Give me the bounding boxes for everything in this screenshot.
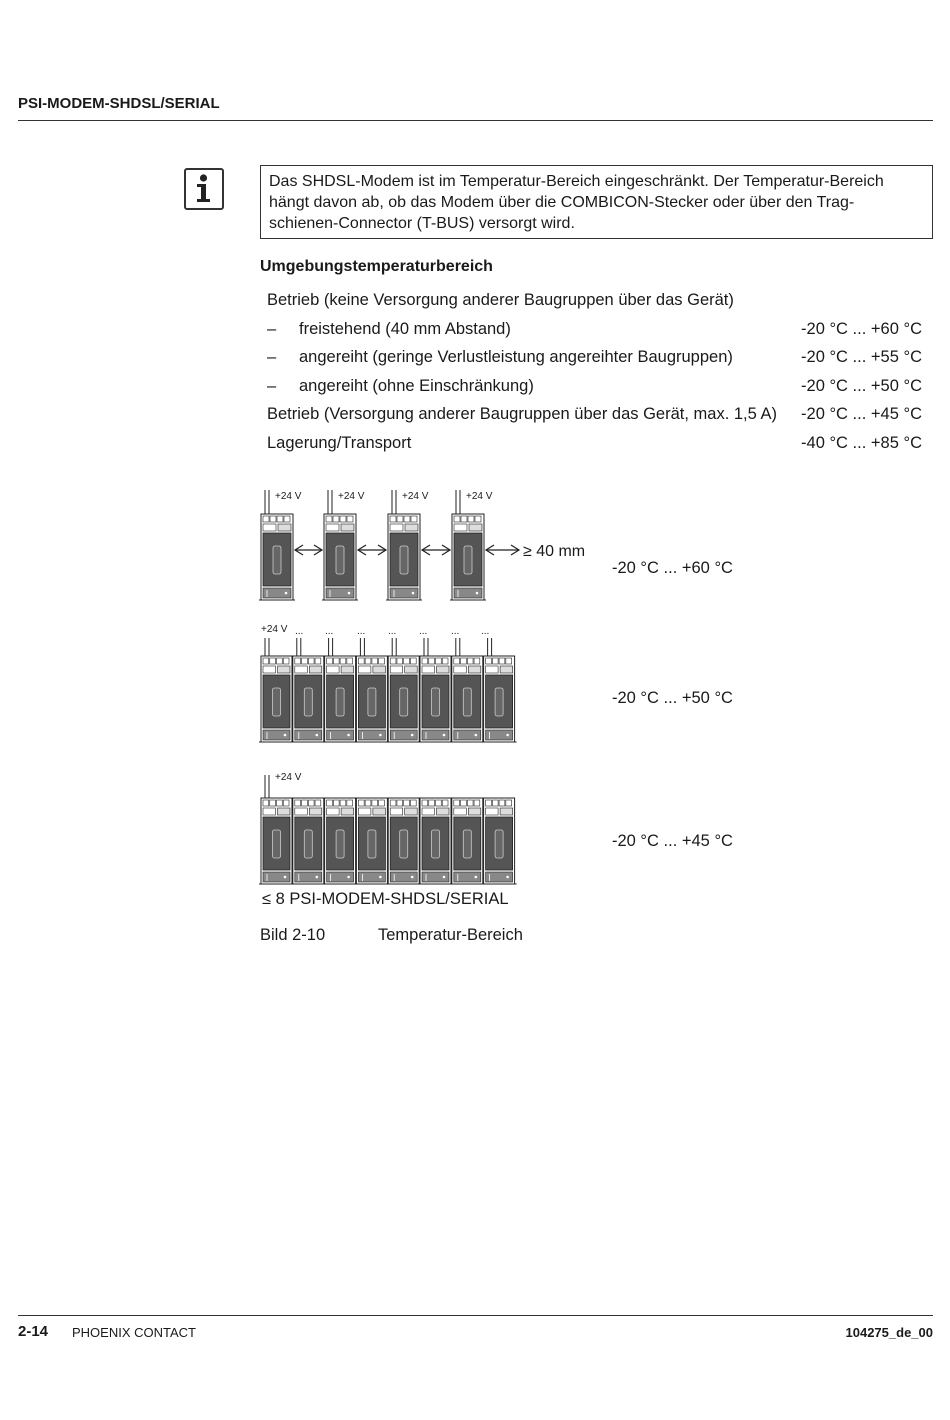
list-dash: – [267,320,277,338]
temp-freestanding-label: -20 °C ... +60 °C [612,559,733,577]
voltage-label: +24 V [338,491,365,502]
temp-row-value: -20 °C ... +45 °C [801,405,922,423]
temp-row-value: -20 °C ... +50 °C [801,377,922,395]
company-name: PHOENIX CONTACT [72,1325,196,1340]
modem-module [450,656,485,742]
modem-module [323,656,358,742]
mounting-diagram [255,480,600,890]
modem-module [323,798,358,884]
section-title: Umgebungstemperaturbereich [260,258,493,275]
temp-row-value: -40 °C ... +85 °C [801,434,922,452]
continuation-dots: ... [295,626,304,637]
voltage-label: +24 V [275,772,302,783]
temp-row [267,405,922,427]
note-line: schienen-Connector (T-BUS) versorgt wird. [269,215,575,232]
modem-module [291,798,326,884]
device-count-note: ≤ 8 PSI-MODEM-SHDSL/SERIAL [262,890,509,908]
modem-module [450,798,485,884]
temp-row [267,348,922,370]
modem-module [322,514,358,600]
voltage-label: +24 V [275,491,302,502]
page-header-title: PSI-MODEM-SHDSL/SERIAL [18,95,220,112]
footer-divider [18,1315,933,1316]
spacing-arrow [422,545,450,555]
continuation-dots: ... [388,626,397,637]
temp-row [267,377,922,399]
modem-module [259,656,294,742]
temp-row-value: -20 °C ... +60 °C [801,320,922,338]
modem-module [418,798,453,884]
voltage-label: +24 V [466,491,493,502]
spacing-label: ≥ 40 mm [523,543,586,560]
modem-module [259,798,294,884]
temp-row-label: Betrieb (keine Versorgung anderer Baugruppen über das Gerät) [267,291,734,309]
modem-module [386,656,421,742]
modem-module [354,798,389,884]
list-dash: – [267,377,277,395]
temp-row-label: angereiht (ohne Einschränkung) [299,377,534,395]
temp-row-label: Betrieb (Versorgung anderer Baugruppen über das Gerät, max. 1,5 A) [267,405,777,423]
modem-module [386,798,421,884]
temp-tbus-label: -20 °C ... +45 °C [612,832,733,850]
document-number: 104275_de_00 [845,1325,933,1340]
voltage-label: +24 V [261,624,288,635]
modem-module [291,656,326,742]
temp-row [267,434,922,456]
voltage-label: +24 V [402,491,429,502]
continuation-dots: ... [419,626,428,637]
spacing-arrow [486,545,519,555]
temp-row-label: Lagerung/Transport [267,434,412,452]
list-dash: – [267,348,277,366]
continuation-dots: ... [357,626,366,637]
continuation-dots: ... [325,626,334,637]
modem-module [482,798,517,884]
temp-row [267,320,922,342]
note-line: hängt davon ab, ob das Modem über die COMBICON-Stecker oder über den Trag- [269,194,855,211]
figure-caption: Temperatur-Bereich [378,926,523,944]
modem-module [386,514,422,600]
temp-row [267,291,922,313]
info-note [260,165,933,239]
spacing-arrow [358,545,386,555]
modem-module [354,656,389,742]
temp-row-value: -20 °C ... +55 °C [801,348,922,366]
modem-module [259,514,295,600]
continuation-dots: ... [451,626,460,637]
page-number: 2-14 [18,1323,49,1340]
temp-rowed-label: -20 °C ... +50 °C [612,689,733,707]
temp-row-label: angereiht (geringe Verlustleistung angereihter Baugruppen) [299,348,733,366]
continuation-dots: ... [481,626,490,637]
temp-row-label: freistehend (40 mm Abstand) [299,320,511,338]
modem-module [450,514,486,600]
figure-number: Bild 2-10 [260,926,326,944]
spacing-arrow [295,545,322,555]
info-icon [184,168,224,210]
note-line: Das SHDSL-Modem ist im Temperatur-Bereich eingeschränkt. Der Temperatur-Bereich [269,173,884,190]
header-divider [18,120,933,121]
modem-module [418,656,453,742]
modem-module [482,656,517,742]
